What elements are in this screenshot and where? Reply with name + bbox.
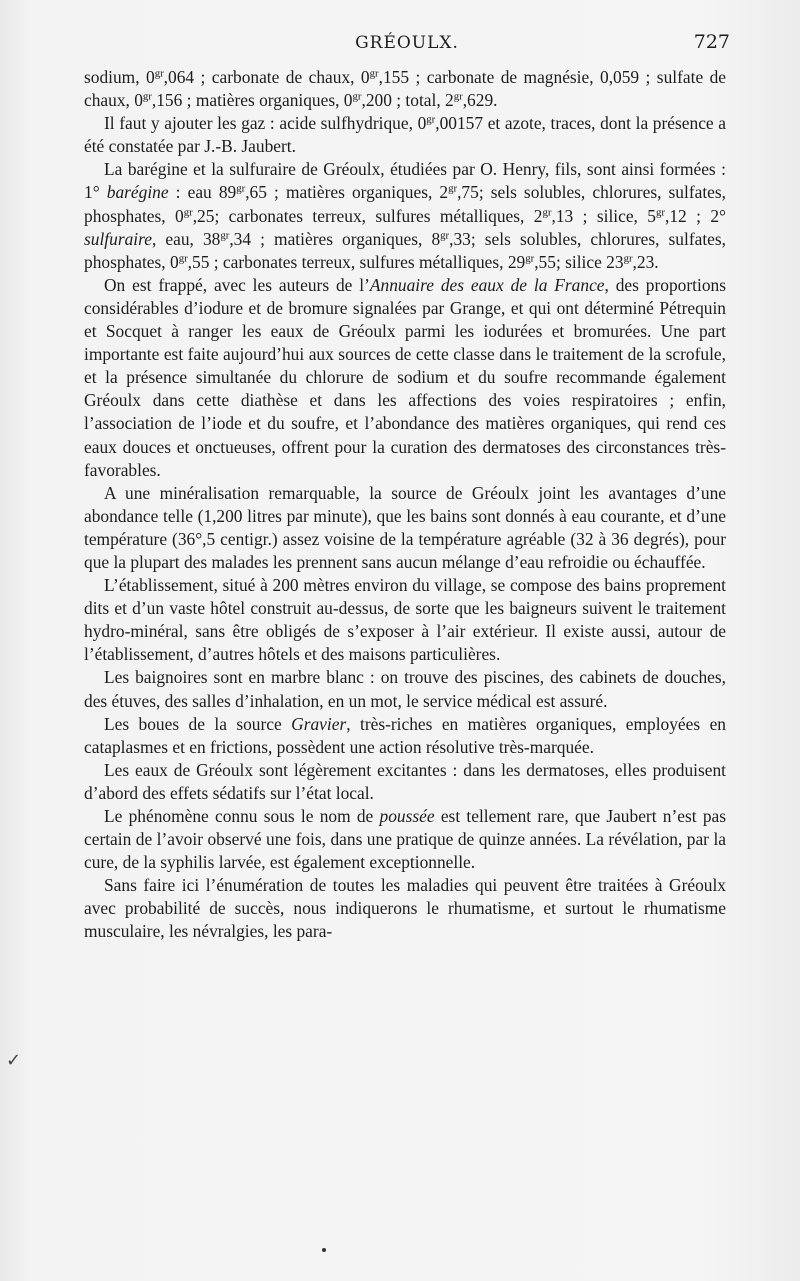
text-run: L’établissement, situé à 200 mètres environ du village, se compose des bains proprement dits et d’un vaste hôtel construit au-dessus, de sorte que les baigneurs suivent le traitement hydro-minéral, sans être obligés de s’exposer à l’air extérieur. Il existe aussi, autour de l’établissement, d’autres hôtels et des maisons particulières. [84, 575, 726, 665]
text-run: ,75; sels solubles, chlorures, sulfates, phosphates, 0 [84, 182, 726, 226]
superscript-unit: gr [183, 205, 193, 218]
text-run: ,23. [632, 251, 659, 272]
text-run: Les baignoires sont en marbre blanc : on trouve des piscines, des cabinets de douches, des étuves, des salles d’inhalation, en un mot, le service médical est assuré. [84, 667, 726, 711]
superscript-unit: gr [142, 90, 152, 103]
superscript-unit: gr [352, 90, 362, 103]
italic-term: barégine [106, 182, 169, 203]
paragraph [84, 759, 726, 805]
text-run: ,25; carbonates terreux, sulfures métalliques, 2 [192, 205, 543, 226]
paragraph [84, 112, 726, 158]
text-run: A une minéralisation remarquable, la source de Gréoulx joint les avantages d’une abondance telle (1,200 litres par minute), que les bains sont donnés à eau courante, et d’une température (36°,5 centigr.) assez voisine de la température agréable (32 à 36 degrés), pour que la plupart des malades les prennent sans aucun mélange d’eau refroidie ou échauffée. [84, 482, 726, 572]
superscript-unit: gr [542, 205, 552, 218]
paragraph [84, 805, 726, 874]
superscript-unit: gr [236, 182, 246, 195]
italic-term: sulfuraire [84, 228, 152, 249]
paragraph [84, 574, 726, 666]
superscript-unit: gr [178, 252, 188, 265]
superscript-unit: gr [448, 182, 458, 195]
superscript-unit: gr [525, 252, 535, 265]
paragraph [84, 666, 726, 712]
superscript-unit: gr [623, 252, 633, 265]
ink-dot [322, 1248, 326, 1252]
text-run: Les boues de la source [104, 713, 292, 734]
superscript-unit: gr [426, 113, 436, 126]
text-run: , eau, 38 [151, 228, 221, 249]
text-run: ,13 ; silice, 5 [551, 205, 656, 226]
text-run: ,00157 et azote, traces, dont la présence a été constatée par J.-B. Jaubert. [84, 113, 726, 157]
superscript-unit: gr [440, 228, 450, 241]
text-run: Il faut y ajouter les gaz : acide sulfhydrique, 0 [104, 113, 427, 134]
text-run: Sans faire ici l’énumération de toutes les maladies qui peuvent être traitées à Gréoulx avec probabilité de succès, nous indiquerons le rhumatisme, et surtout le rhumatisme musculaire, les névralgies, les para- [84, 875, 726, 942]
paragraph [84, 713, 726, 759]
paragraph [84, 66, 726, 112]
text-run: ,65 ; matières organiques, 2 [245, 182, 449, 203]
superscript-unit: gr [453, 90, 463, 103]
text-run: Les eaux de Gréoulx sont légèrement excitantes : dans les dermatoses, elles produisent d’abord des effets sédatifs sur l’état local. [84, 759, 726, 803]
page-number: 727 [693, 31, 730, 53]
text-run: On est frappé, avec les auteurs de l’ [104, 274, 370, 295]
text-run: La barégine et la sulfuraire de Gréoulx, étudiées par O. Henry, fils, sont ainsi formées : 1° [84, 159, 726, 203]
text-run: , très-riches en matières organiques, employées en cataplasmes et en frictions, possèdent une action résolutive très-marquée. [84, 713, 726, 757]
text-run: ,55 ; carbonates terreux, sulfures métalliques, 29 [187, 251, 526, 272]
italic-term: poussée [379, 806, 435, 826]
text-run: Le phénomène connu sous le nom de [104, 806, 380, 826]
italic-term: Gravier [291, 713, 347, 734]
text-run: ,064 ; carbonate de chaux, 0 [163, 67, 370, 87]
text-run: ,33; sels solubles, chlorures, sulfates, phosphates, 0 [84, 228, 726, 272]
text-run: ,34 ; matières organiques, 8 [229, 228, 441, 249]
text-run: ,200 ; total, 2 [361, 90, 454, 111]
text-run: ,12 ; 2° [664, 205, 726, 226]
margin-pencil-mark: ✓ [6, 1050, 22, 1071]
running-title: GRÉOULX. [355, 33, 459, 53]
text-run: ,629. [462, 90, 498, 111]
body-text [84, 66, 726, 944]
text-run: ,155 ; carbonate de magnésie, 0,059 ; sulfate de chaux, 0 [84, 67, 727, 111]
superscript-unit: gr [154, 67, 164, 80]
paragraph [84, 274, 726, 482]
text-run: est tellement rare, que Jaubert n’est pas certain de l’avoir observé une fois, dans une pratique de quinze années. La révélation, par la cure, de la syphilis larvée, est également exceptionnelle. [84, 806, 727, 873]
page-header [84, 33, 730, 63]
superscript-unit: gr [220, 228, 230, 241]
text-run: ,156 ; matières organiques, 0 [151, 90, 353, 111]
paragraph [84, 158, 726, 273]
text-run: ,55; silice 23 [534, 251, 624, 272]
text-run: sodium, 0 [84, 67, 155, 87]
text-run: : eau 89 [168, 182, 237, 203]
paragraph [84, 874, 726, 943]
superscript-unit: gr [656, 205, 665, 218]
superscript-unit: gr [369, 67, 379, 80]
text-run: , des proportions considérables d’iodure et de bromure signalées par Grange, et qui ont déterminé Pétrequin et Socquet à ranger les eaux de Gréoulx parmi les iodurées et bromurées. Une part importante est faite aujourd’hui aux sources de cette classe dans le traitement de la scrofule, et la présence simultanée du chlorure de sodium et du soufre recommande également Gréoulx dans cette diathèse et dans les affections des voies respiratoires ; enfin, l’association de l’iode et du soufre, et l’abondance des matières organiques, qui rend ces eaux douces et onctueuses, offrent pour la curation des dermatoses des circonstances très-favorables. [84, 274, 726, 480]
paragraph [84, 482, 726, 574]
italic-term: Annuaire des eaux de la France [369, 274, 605, 295]
